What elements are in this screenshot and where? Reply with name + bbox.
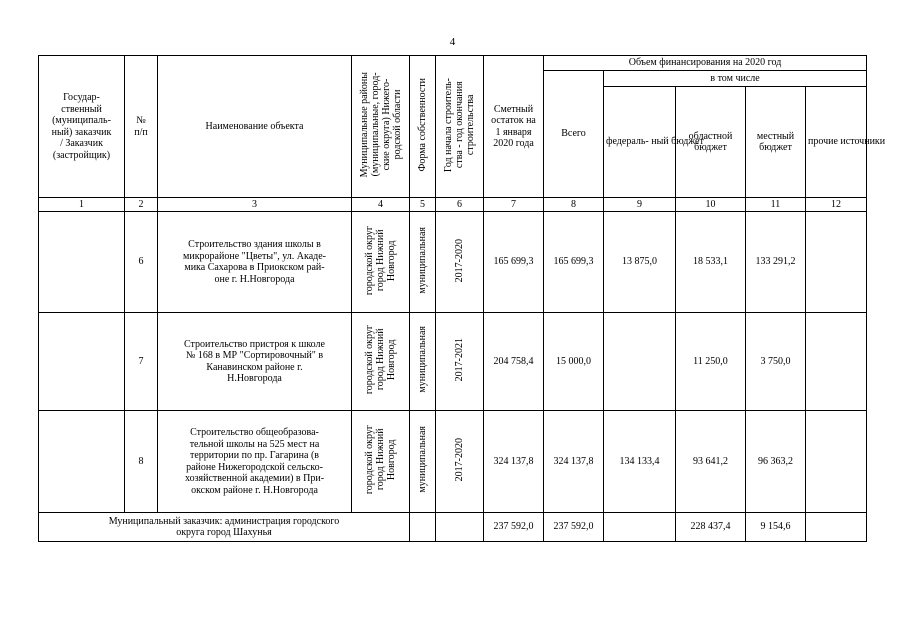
row-num: 6 bbox=[125, 212, 158, 313]
row-local: 133 291,2 bbox=[746, 212, 806, 313]
header-total: Всего bbox=[544, 71, 604, 198]
summary-federal bbox=[604, 513, 676, 542]
summary-local: 9 154,6 bbox=[746, 513, 806, 542]
header-object-name: Наименование объекта bbox=[158, 56, 352, 198]
row-federal bbox=[604, 313, 676, 411]
header-years-text: Год начала строитель- ства - год окончания строительства bbox=[443, 77, 476, 172]
row-ownership-text: муниципальная bbox=[417, 426, 428, 494]
row-federal: 134 133,4 bbox=[604, 411, 676, 513]
col-num-11: 11 bbox=[746, 198, 806, 212]
row-other bbox=[806, 212, 867, 313]
row-district bbox=[352, 411, 410, 513]
row-other bbox=[806, 411, 867, 513]
row-years bbox=[436, 212, 484, 313]
row-object-name: Строительство общеобразова- тельной школы на 525 мест на территории по пр. Гагарина (в районе Нижегородской сельско- хозяйственной академии) в При- окском районе г. Н.Новгорода bbox=[158, 411, 352, 513]
row-ownership bbox=[410, 212, 436, 313]
table-row bbox=[39, 212, 867, 313]
column-number-row bbox=[39, 198, 867, 212]
row-years bbox=[436, 313, 484, 411]
row-local: 3 750,0 bbox=[746, 313, 806, 411]
col-num-9: 9 bbox=[604, 198, 676, 212]
row-customer bbox=[39, 411, 125, 513]
row-regional: 11 250,0 bbox=[676, 313, 746, 411]
header-customer: Государ- ственный (муниципаль- ный) заказчик / Заказчик (застройщик) bbox=[39, 56, 125, 198]
row-district bbox=[352, 212, 410, 313]
header-ownership-text: Форма собственности bbox=[417, 78, 428, 172]
col-num-7: 7 bbox=[484, 198, 544, 212]
summary-row bbox=[39, 513, 867, 542]
header-row-1 bbox=[39, 56, 867, 71]
row-regional: 93 641,2 bbox=[676, 411, 746, 513]
row-years-text: 2017-2020 bbox=[454, 438, 465, 482]
row-ownership bbox=[410, 313, 436, 411]
header-years bbox=[436, 56, 484, 198]
header-including: в том числе bbox=[604, 71, 867, 87]
summary-total: 237 592,0 bbox=[544, 513, 604, 542]
row-district-text: городской округ город Нижний Новгород bbox=[364, 425, 397, 495]
header-districts bbox=[352, 56, 410, 198]
header-balance: Сметный остаток на 1 января 2020 года bbox=[484, 56, 544, 198]
row-other bbox=[806, 313, 867, 411]
row-ownership bbox=[410, 411, 436, 513]
summary-regional: 228 437,4 bbox=[676, 513, 746, 542]
col-num-2: 2 bbox=[125, 198, 158, 212]
page-number: 4 bbox=[449, 36, 456, 48]
header-federal: федераль- ный бюджет bbox=[604, 87, 676, 198]
row-years-text: 2017-2020 bbox=[454, 238, 465, 282]
row-regional: 18 533,1 bbox=[676, 212, 746, 313]
row-years bbox=[436, 411, 484, 513]
summary-years bbox=[436, 513, 484, 542]
table-row bbox=[39, 313, 867, 411]
row-balance: 204 758,4 bbox=[484, 313, 544, 411]
row-total: 15 000,0 bbox=[544, 313, 604, 411]
header-num: № п/п bbox=[125, 56, 158, 198]
row-local: 96 363,2 bbox=[746, 411, 806, 513]
row-num: 8 bbox=[125, 411, 158, 513]
row-customer bbox=[39, 313, 125, 411]
summary-label: Муниципальный заказчик: администрация городского округа город Шахунья bbox=[39, 513, 410, 542]
header-local: местный бюджет bbox=[746, 87, 806, 198]
table-row bbox=[39, 411, 867, 513]
col-num-1: 1 bbox=[39, 198, 125, 212]
row-object-name: Строительство пристроя к школе № 168 в МР "Сортировочный" в Канавинском районе г. Н.Новгорода bbox=[158, 313, 352, 411]
header-funding-total: Объем финансирования на 2020 год bbox=[544, 56, 867, 71]
row-customer bbox=[39, 212, 125, 313]
header-regional: областной бюджет bbox=[676, 87, 746, 198]
header-ownership bbox=[410, 56, 436, 198]
col-num-6: 6 bbox=[436, 198, 484, 212]
row-balance: 165 699,3 bbox=[484, 212, 544, 313]
col-num-5: 5 bbox=[410, 198, 436, 212]
row-district-text: городской округ город Нижний Новгород bbox=[364, 325, 397, 395]
row-total: 165 699,3 bbox=[544, 212, 604, 313]
header-other: прочие источники bbox=[806, 87, 867, 198]
col-num-4: 4 bbox=[352, 198, 410, 212]
row-num: 7 bbox=[125, 313, 158, 411]
row-district bbox=[352, 313, 410, 411]
col-num-3: 3 bbox=[158, 198, 352, 212]
col-num-10: 10 bbox=[676, 198, 746, 212]
header-districts-text: Муниципальные районы (муниципальные, город- ские округа) Нижего- родской области bbox=[358, 72, 403, 178]
summary-ownership bbox=[410, 513, 436, 542]
col-num-8: 8 bbox=[544, 198, 604, 212]
row-balance: 324 137,8 bbox=[484, 411, 544, 513]
row-federal: 13 875,0 bbox=[604, 212, 676, 313]
row-total: 324 137,8 bbox=[544, 411, 604, 513]
row-ownership-text: муниципальная bbox=[417, 326, 428, 394]
summary-other bbox=[806, 513, 867, 542]
financing-table bbox=[38, 55, 886, 542]
row-ownership-text: муниципальная bbox=[417, 226, 428, 294]
summary-balance: 237 592,0 bbox=[484, 513, 544, 542]
row-years-text: 2017-2021 bbox=[454, 338, 465, 382]
row-object-name: Строительство здания школы в микрорайоне "Цветы", ул. Акаде- мика Сахарова в Приокском рай- оне г. Н.Новгорода bbox=[158, 212, 352, 313]
row-district-text: городской округ город Нижний Новгород bbox=[364, 225, 397, 295]
col-num-12: 12 bbox=[806, 198, 867, 212]
